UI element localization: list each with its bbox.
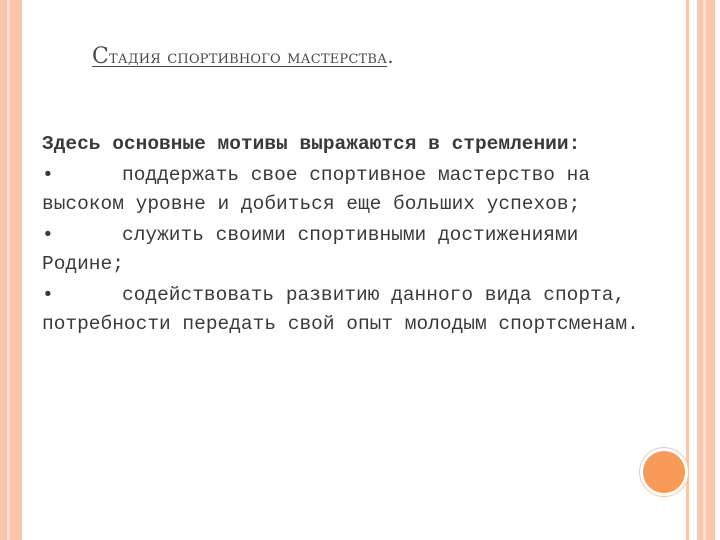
bullet-text-1: поддержать свое спортивное мастерство на высоком уровне и добиться еще больших успехов; — [42, 164, 591, 215]
title-rest: тадия спортивного мастерства — [109, 46, 388, 68]
right-frame-line — [686, 0, 689, 540]
slide-body — [42, 130, 642, 339]
right-frame-stripe — [703, 0, 706, 540]
title-period: . — [387, 44, 394, 68]
bullet-icon: • — [42, 224, 54, 246]
left-frame-bar — [0, 0, 22, 540]
slide-title — [92, 44, 632, 69]
intro-text: Здесь основные мотивы выражаются в стремлении: — [42, 133, 581, 155]
title-first-letter: С — [92, 44, 110, 69]
bullet-item-2 — [42, 221, 642, 279]
right-frame-bar — [697, 0, 715, 540]
decorative-circle-icon — [640, 448, 688, 496]
left-frame-stripe — [7, 0, 10, 540]
bullet-item-3 — [42, 281, 642, 339]
bullet-text-3: содействовать развитию данного вида спорта, потребности передать свой опыт молодым спортсменам. — [42, 284, 639, 335]
bullet-icon: • — [42, 284, 54, 306]
bullet-text-2: служить своими спортивными достижениями Родине; — [42, 224, 579, 275]
bullet-item-1 — [42, 161, 642, 219]
slide-title-text — [92, 44, 387, 68]
bullet-icon: • — [42, 164, 54, 186]
